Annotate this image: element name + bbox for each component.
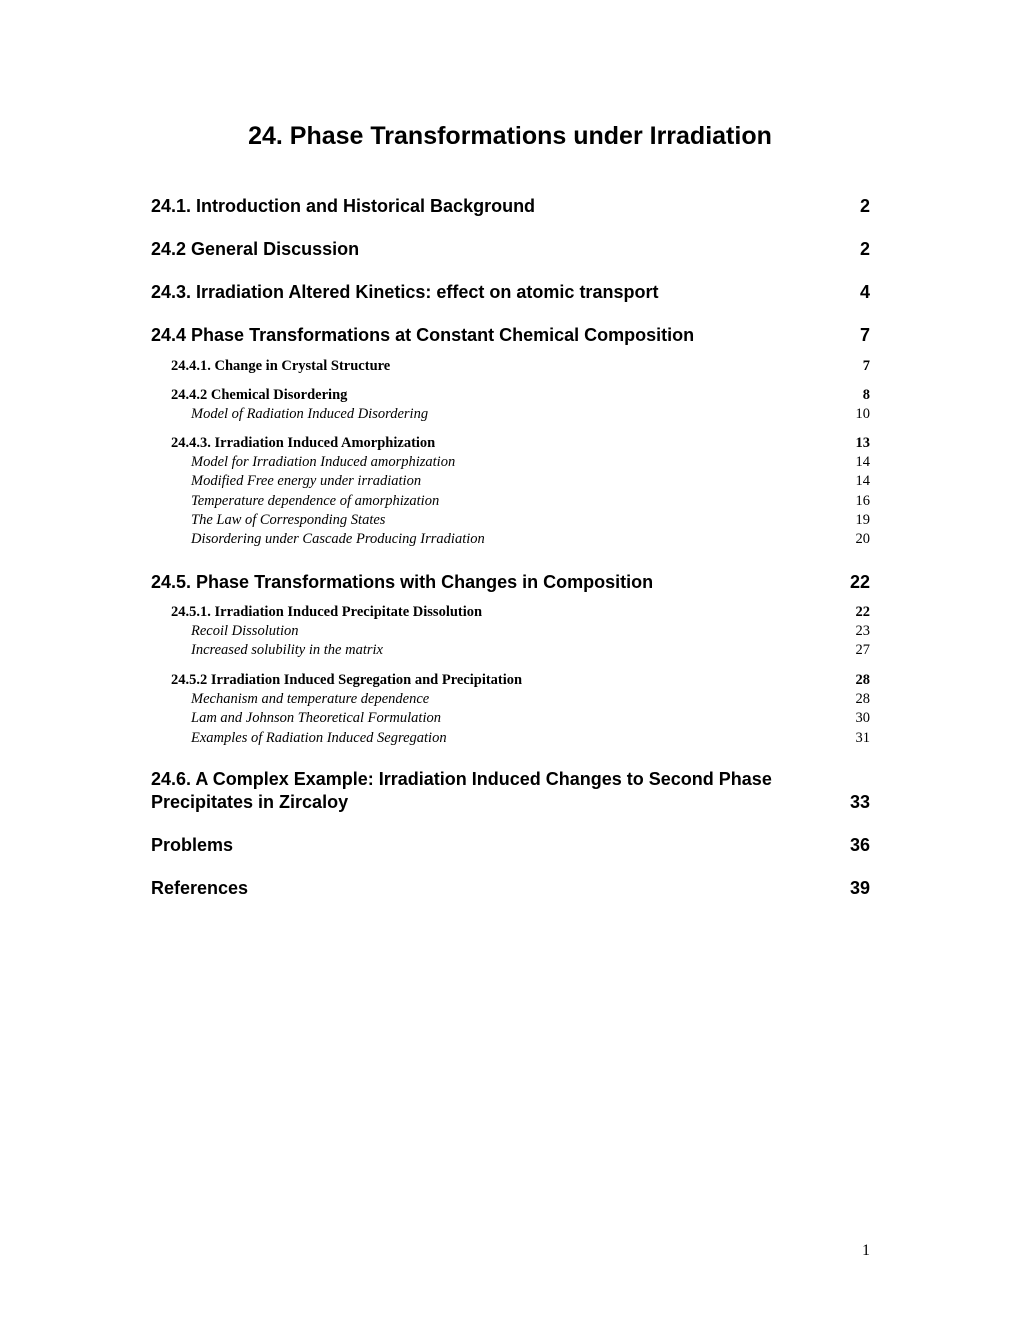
toc-subentry[interactable] [191, 530, 870, 549]
toc-entry-label: Problems [151, 835, 234, 855]
toc-entry-label: Mechanism and temperature dependence [191, 691, 430, 707]
toc-entry-label: 24.5.1. Irradiation Induced Precipitate Dissolution [171, 604, 483, 620]
toc-entry-page: 20 [855, 531, 870, 547]
toc-entry-page: 8 [862, 387, 870, 403]
toc-entry-label: 24.5.2 Irradiation Induced Segregation and Precipitation [171, 672, 523, 688]
toc-entry-page: 30 [855, 710, 870, 726]
toc-entry-page: 36 [849, 835, 870, 855]
toc-subentry[interactable] [191, 511, 870, 530]
toc-entry-label: 24.4 Phase Transformations at Constant Chemical Composition [151, 325, 695, 345]
toc-entry-label: Lam and Johnson Theoretical Formulation [191, 710, 441, 726]
toc-entry-page: 7 [859, 325, 870, 345]
toc-subentry[interactable] [191, 453, 870, 472]
toc-entry-page: 28 [855, 672, 870, 688]
toc-entry-label: 24.4.1. Change in Crystal Structure [171, 358, 391, 374]
toc-entry-24-4[interactable] [151, 324, 870, 347]
toc-entry-page: 23 [855, 623, 870, 639]
toc-entry-page: 16 [855, 493, 870, 509]
toc-subentry[interactable] [191, 709, 870, 728]
toc-entry-label: Examples of Radiation Induced Segregation [191, 730, 447, 746]
toc-entry-24-5-2[interactable] [171, 671, 870, 690]
toc-entry-references[interactable] [151, 877, 870, 900]
toc-entry-page: 28 [855, 691, 870, 707]
toc-subentry[interactable] [191, 641, 870, 660]
toc-entry-page: 10 [855, 406, 870, 422]
toc-entry-label: Temperature dependence of amorphization [191, 493, 440, 509]
toc-entry-label: Model for Irradiation Induced amorphization [191, 454, 456, 470]
toc-entry-label: 24.4.2 Chemical Disordering [171, 387, 348, 403]
toc-entry-label: References [151, 878, 249, 898]
toc-entry-label: 24.6. A Complex Example: Irradiation Induced Changes to Second Phase Precipitates in Zircaloy [151, 769, 772, 812]
toc-subentry[interactable] [191, 622, 870, 641]
toc-entry-label: Increased solubility in the matrix [191, 642, 383, 658]
toc-entry-label: Modified Free energy under irradiation [191, 473, 422, 489]
toc-entry-page: 19 [855, 512, 870, 528]
toc-entry-page: 27 [855, 642, 870, 658]
toc-subentry[interactable] [191, 405, 870, 424]
toc-entry-label: 24.3. Irradiation Altered Kinetics: effect on atomic transport [151, 282, 659, 302]
toc-entry-label: 24.5. Phase Transformations with Changes in Composition [151, 572, 654, 592]
toc-entry-24-4-3[interactable] [171, 434, 870, 453]
toc-entry-page: 13 [855, 435, 870, 451]
page-number: 1 [862, 1242, 870, 1259]
toc-entry-page: 31 [855, 730, 870, 746]
toc-entry-24-5[interactable] [151, 571, 870, 594]
toc-subentry[interactable] [191, 492, 870, 511]
toc-entry-label: Disordering under Cascade Producing Irradiation [191, 531, 485, 547]
toc-entry-24-3[interactable] [151, 281, 870, 304]
toc-entry-24-2[interactable] [151, 238, 870, 261]
toc-entry-24-6[interactable] [151, 768, 870, 814]
toc-entry-24-1[interactable] [151, 195, 870, 218]
toc-entry-label: 24.4.3. Irradiation Induced Amorphization [171, 435, 436, 451]
toc-entry-page: 2 [859, 239, 870, 259]
toc-entry-page: 14 [855, 473, 870, 489]
toc-entry-label: Recoil Dissolution [191, 623, 299, 639]
page-title: 24. Phase Transformations under Irradiation [248, 122, 772, 150]
toc-entry-page: 22 [855, 604, 870, 620]
toc-entry-page: 2 [859, 196, 870, 216]
toc-entry-problems[interactable] [151, 834, 870, 857]
toc-entry-label: 24.1. Introduction and Historical Background [151, 196, 536, 216]
toc-entry-label: 24.2 General Discussion [151, 239, 360, 259]
toc-entry-page: 39 [849, 878, 870, 898]
toc-entry-24-4-2[interactable] [171, 386, 870, 405]
toc-entry-page: 22 [849, 572, 870, 592]
toc-entry-label: The Law of Corresponding States [191, 512, 386, 528]
toc-subentry[interactable] [191, 690, 870, 709]
toc-entry-24-5-1[interactable] [171, 603, 870, 622]
toc-entry-page: 4 [859, 282, 870, 302]
toc-entry-label: Model of Radiation Induced Disordering [191, 406, 429, 422]
toc-entry-page: 33 [849, 792, 870, 812]
toc-entry-page: 14 [855, 454, 870, 470]
toc-entry-page: 7 [862, 358, 870, 374]
toc-subentry[interactable] [191, 472, 870, 491]
toc-subentry[interactable] [191, 729, 870, 748]
toc-entry-24-4-1[interactable] [171, 357, 870, 376]
